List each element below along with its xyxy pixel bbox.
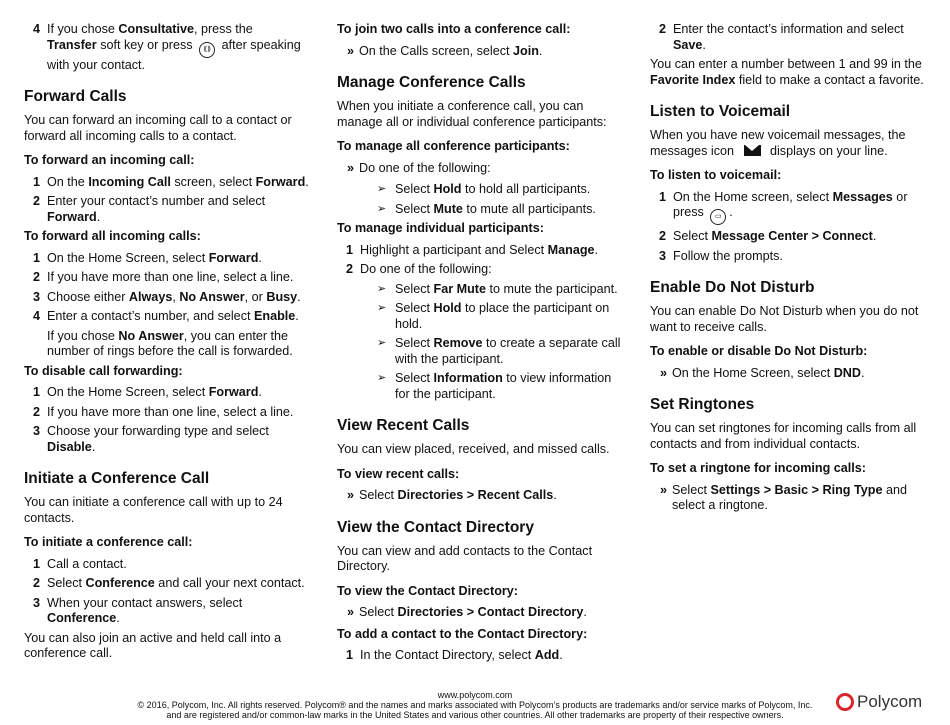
arrowhead-icon: ➢	[377, 202, 387, 215]
paragraph	[650, 57, 930, 88]
bold-term: Busy	[266, 289, 298, 304]
bullet-text	[359, 605, 629, 621]
paragraph	[650, 128, 930, 159]
bullet-text	[672, 483, 930, 514]
footer-copyright-line-2: and are registered and/or common-law marks in the United States and various other countries. All other trademarks are property of their respective owners.	[166, 710, 784, 720]
text-run: .	[729, 205, 733, 219]
text-run: .	[116, 611, 120, 625]
bold-term: Always	[128, 289, 173, 304]
numbered-step	[659, 190, 930, 226]
task-heading: To add a contact to the Contact Directory:	[337, 626, 588, 641]
polycom-logo-text: Polycom	[857, 692, 923, 711]
sub-bullet-step	[377, 182, 629, 198]
step-text	[47, 405, 316, 421]
envelope-icon	[744, 145, 761, 156]
column-1	[24, 22, 316, 671]
text-run: to mute all participants.	[462, 201, 596, 216]
text-run: Select	[47, 576, 86, 590]
text-run: If you chose	[47, 22, 119, 36]
text-run: .	[295, 309, 299, 323]
bullet-step	[660, 483, 930, 514]
step-number: 2	[33, 270, 41, 284]
bold-term: Hold	[433, 182, 462, 196]
step-number: 1	[33, 174, 41, 189]
section-heading: Manage Conference Calls	[337, 74, 526, 91]
text-run: .	[305, 174, 309, 189]
text-run: .	[872, 229, 877, 243]
text-run: Enter your contact’s number and select	[47, 194, 266, 208]
bold-term: Conference	[85, 576, 155, 590]
text-run: , or	[244, 289, 267, 304]
text-run: .	[861, 365, 865, 380]
bullet-step	[347, 605, 629, 621]
text-run: Enter a contact’s number, and select	[47, 309, 254, 323]
text-run: On the Home screen, select	[673, 189, 833, 204]
text-run: Select	[395, 201, 434, 216]
sub-bullet-step	[377, 202, 629, 218]
text-run: or press	[673, 189, 908, 219]
numbered-step	[33, 270, 316, 286]
text-run: Choose either	[47, 289, 129, 304]
paragraph: You can forward an incoming call to a contact or forward all incoming calls to a contact.	[24, 113, 292, 143]
text-run: and call your next contact.	[154, 576, 305, 590]
bold-term: No Answer	[179, 289, 245, 304]
bold-term: Transfer	[47, 37, 97, 52]
step-text	[47, 596, 316, 627]
numbered-step	[33, 309, 316, 325]
text-run: .	[297, 289, 301, 304]
footer-copyright-line-1: © 2016, Polycom, Inc. All rights reserved. Polycom® and the names and marks associated with Polycom’s products are trademarks and/or service marks of Polycom, Inc.	[137, 700, 813, 710]
text-run: , press the	[193, 22, 253, 36]
bold-term: Forward	[208, 385, 259, 399]
task-heading: To manage individual participants:	[337, 221, 544, 235]
step-number: 2	[659, 229, 667, 243]
bullet-text	[672, 366, 930, 382]
text-run: Select	[672, 482, 711, 497]
numbered-step	[33, 290, 316, 306]
text-run: .	[258, 385, 262, 399]
paragraph: You can enable Do Not Disturb when you do not want to receive calls.	[650, 304, 919, 334]
sub-bullet-step	[377, 336, 629, 367]
step-number: 2	[33, 576, 41, 590]
arrowhead-icon: ➢	[377, 282, 387, 295]
bold-term: Message Center > Connect	[711, 229, 873, 243]
paragraph: You can view placed, received, and missed calls.	[337, 442, 610, 456]
bold-term: Forward	[208, 250, 259, 265]
step-note	[47, 329, 316, 360]
paragraph: When you initiate a conference call, you can manage all or individual conference participants:	[337, 99, 607, 129]
step-number: 3	[33, 424, 41, 438]
footer-url[interactable]: www.polycom.com	[437, 690, 513, 700]
bold-term: Save	[673, 37, 703, 52]
step-number: 1	[33, 385, 41, 399]
section-heading: Enable Do Not Disturb	[650, 279, 815, 296]
step-number: 4	[33, 22, 41, 36]
text-run: to view information for the participant.	[395, 371, 612, 401]
section-heading: Initiate a Conference Call	[24, 470, 210, 487]
paragraph: You can initiate a conference call with up to 24 contacts.	[24, 495, 283, 525]
step-number: 2	[33, 404, 41, 419]
text-run: In the Contact Directory, select	[360, 648, 535, 662]
task-heading: To initiate a conference call:	[24, 535, 193, 549]
task-heading: To forward all incoming calls:	[24, 229, 201, 243]
bold-term: Enable	[254, 309, 296, 323]
text-run: , you can enter the number of rings before the call is forwarded.	[47, 328, 293, 358]
column-2	[337, 22, 629, 668]
text-run: When you have new voicemail messages, the messages icon	[650, 128, 906, 158]
numbered-step	[33, 424, 316, 455]
column-3	[650, 22, 930, 520]
bold-term: Forward	[255, 174, 306, 189]
numbered-step	[659, 249, 930, 265]
bold-term: Directories > Recent Calls	[397, 488, 554, 502]
text-run: Select	[395, 182, 434, 196]
bold-term: Hold	[433, 301, 462, 315]
text-run: Select	[359, 605, 398, 619]
step-text	[47, 290, 316, 306]
numbered-step	[33, 22, 316, 73]
bold-term: Add	[534, 648, 560, 662]
bullet-step	[660, 366, 930, 382]
double-chevron-icon: »	[347, 488, 355, 502]
step-text	[47, 175, 316, 191]
text-run: If you have more than one line, select a line.	[47, 404, 294, 419]
step-number: 1	[659, 189, 667, 204]
transfer-icon: ⟪⟫	[199, 42, 215, 58]
paragraph: You can set ringtones for incoming calls from all contacts and from individual contacts.	[650, 421, 917, 451]
step-text	[673, 229, 930, 245]
text-run: If you have more than one line, select a line.	[47, 270, 294, 284]
step-text	[47, 22, 316, 73]
text-run: On the	[47, 174, 89, 189]
bold-term: Incoming Call	[88, 174, 171, 189]
step-number: 2	[659, 22, 667, 36]
numbered-step	[33, 576, 316, 592]
numbered-step	[659, 22, 930, 53]
sub-bullet-step	[377, 282, 629, 298]
text-run: Enter the contact’s information and select	[673, 22, 904, 36]
bullet-step	[347, 488, 629, 504]
voicemail-key-icon: ▭	[710, 209, 726, 225]
task-heading: To enable or disable Do Not Disturb:	[650, 344, 868, 358]
step-number: 3	[33, 595, 41, 610]
bold-term: Far Mute	[433, 281, 486, 296]
text-run: Do one of the following:	[360, 262, 492, 276]
text-run: and select a ringtone.	[672, 482, 907, 512]
arrowhead-icon: ➢	[377, 337, 387, 349]
numbered-step	[33, 385, 316, 401]
bold-term: Forward	[47, 209, 97, 224]
paragraph: You can also join an active and held call into a conference call.	[24, 630, 282, 660]
sub-bullet-step	[377, 371, 629, 402]
step-text	[673, 249, 930, 265]
text-run: soft key or press	[96, 37, 197, 52]
step-number: 3	[659, 248, 667, 263]
text-run: to create a separate call with the participant.	[395, 336, 621, 366]
section-heading: Forward Calls	[24, 88, 127, 105]
bullet-text	[359, 161, 629, 177]
step-text	[47, 194, 316, 225]
section-heading: Listen to Voicemail	[650, 103, 791, 120]
step-text	[360, 648, 629, 664]
double-chevron-icon: »	[347, 43, 355, 58]
text-run: field to make a contact a favorite.	[735, 72, 924, 87]
text-run: On the Home Screen, select	[47, 385, 209, 399]
bold-term: Consultative	[118, 22, 194, 36]
paragraph: You can view and add contacts to the Contact Directory.	[337, 543, 593, 573]
task-heading: To disable call forwarding:	[24, 363, 183, 378]
double-chevron-icon: »	[660, 482, 668, 497]
step-text	[360, 243, 629, 259]
sub-bullet-step	[377, 301, 629, 332]
double-chevron-icon: »	[347, 605, 355, 619]
text-run: Do one of the following:	[359, 160, 491, 175]
text-run: Highlight a participant and Select	[360, 242, 548, 257]
text-run: .	[96, 209, 101, 224]
polycom-logo-icon	[836, 693, 854, 711]
bold-term: Favorite Index	[650, 72, 736, 87]
text-run: Select	[359, 488, 398, 502]
task-heading: To join two calls into a conference call:	[337, 22, 571, 36]
step-number: 1	[346, 648, 354, 662]
step-text	[47, 557, 316, 573]
text-run: On the Home Screen, select	[47, 250, 209, 265]
text-run: On the Calls screen, select	[359, 43, 513, 58]
step-number: 1	[33, 250, 41, 265]
task-heading: To manage all conference participants:	[337, 139, 570, 153]
bold-term: DND	[833, 365, 861, 380]
numbered-step	[33, 175, 316, 191]
bold-term: Conference	[47, 611, 117, 625]
bold-term: Information	[433, 371, 503, 385]
bold-term: Manage	[547, 242, 595, 257]
numbered-step	[33, 596, 316, 627]
double-chevron-icon: »	[660, 365, 668, 380]
step-text	[47, 309, 316, 325]
arrowhead-icon: ➢	[377, 302, 387, 314]
text-run: On the Home Screen, select	[672, 365, 834, 380]
text-run: Follow the prompts.	[673, 248, 783, 263]
text-run: You can enter a number between 1 and 99 in the	[650, 57, 922, 71]
sub-bullet-text	[395, 182, 629, 198]
text-run: Choose your forwarding type and select	[47, 424, 269, 438]
text-run: .	[91, 439, 96, 454]
section-heading: View Recent Calls	[337, 417, 470, 434]
text-run: Select	[673, 229, 712, 243]
text-run: If you chose	[47, 328, 119, 343]
step-text	[47, 424, 316, 455]
step-number: 2	[33, 194, 41, 208]
task-heading: To forward an incoming call:	[24, 153, 195, 167]
text-run: displays on your line.	[766, 143, 888, 158]
text-run: .	[583, 605, 587, 619]
polycom-logo	[836, 692, 922, 712]
numbered-step	[346, 243, 629, 259]
numbered-step	[346, 648, 629, 664]
text-run: Call a contact.	[47, 556, 127, 571]
bold-term: Messages	[832, 189, 893, 204]
arrowhead-icon: ➢	[377, 372, 387, 384]
sub-bullet-text	[395, 336, 629, 367]
double-chevron-icon: »	[347, 160, 355, 175]
numbered-step	[33, 405, 316, 421]
sub-bullet-text	[395, 282, 629, 298]
numbered-step	[33, 251, 316, 267]
numbered-step	[33, 557, 316, 573]
bullet-text	[359, 44, 629, 60]
section-heading: Set Ringtones	[650, 396, 755, 413]
text-run: .	[559, 648, 563, 662]
text-run: .	[594, 242, 599, 257]
step-text	[47, 385, 316, 401]
step-text	[673, 22, 930, 53]
bold-term: No Answer	[118, 328, 184, 343]
step-number: 2	[346, 262, 354, 276]
text-run: screen, select	[170, 174, 256, 189]
text-run: Select	[395, 301, 434, 315]
sub-bullet-text	[395, 202, 629, 218]
text-run: Select	[395, 371, 434, 385]
bold-term: Join	[513, 43, 539, 58]
footer	[0, 690, 950, 720]
sub-bullet-text	[395, 301, 629, 332]
step-number: 4	[33, 309, 41, 323]
step-text	[673, 190, 930, 226]
text-run: .	[702, 37, 706, 52]
bold-term: Disable	[47, 439, 92, 454]
step-text	[360, 262, 629, 278]
text-run: Select	[395, 281, 434, 296]
bullet-step	[347, 161, 629, 177]
text-run: When your contact answers, select	[47, 595, 243, 610]
step-number: 1	[33, 556, 41, 571]
arrowhead-icon: ➢	[377, 183, 387, 195]
step-number: 1	[346, 242, 354, 257]
task-heading: To set a ringtone for incoming calls:	[650, 461, 866, 475]
numbered-step	[33, 194, 316, 225]
step-text	[47, 270, 316, 286]
sub-bullet-text	[395, 371, 629, 402]
text-run: ,	[172, 289, 180, 304]
text-run: .	[538, 43, 543, 58]
bullet-step	[347, 44, 629, 60]
task-heading: To listen to voicemail:	[650, 168, 782, 182]
bold-term: Directories > Contact Directory	[397, 605, 584, 619]
text-run: .	[553, 488, 557, 502]
numbered-step	[346, 262, 629, 278]
task-heading: To view the Contact Directory:	[337, 583, 519, 598]
text-run: after speaking with your contact.	[47, 37, 301, 72]
bold-term: Settings > Basic > Ring Type	[710, 482, 883, 497]
text-run: to place the participant on hold.	[395, 301, 610, 331]
step-text	[47, 576, 316, 592]
bold-term: Remove	[433, 336, 483, 350]
numbered-step	[659, 229, 930, 245]
task-heading: To view recent calls:	[337, 466, 460, 481]
step-number: 3	[33, 289, 41, 304]
step-text	[47, 251, 316, 267]
text-run: Select	[395, 336, 434, 350]
text-run: to mute the participant.	[486, 281, 618, 296]
text-run: to hold all participants.	[461, 182, 591, 196]
text-run: .	[258, 250, 262, 265]
bullet-text	[359, 488, 629, 504]
section-heading: View the Contact Directory	[337, 518, 534, 536]
bold-term: Mute	[433, 201, 463, 216]
